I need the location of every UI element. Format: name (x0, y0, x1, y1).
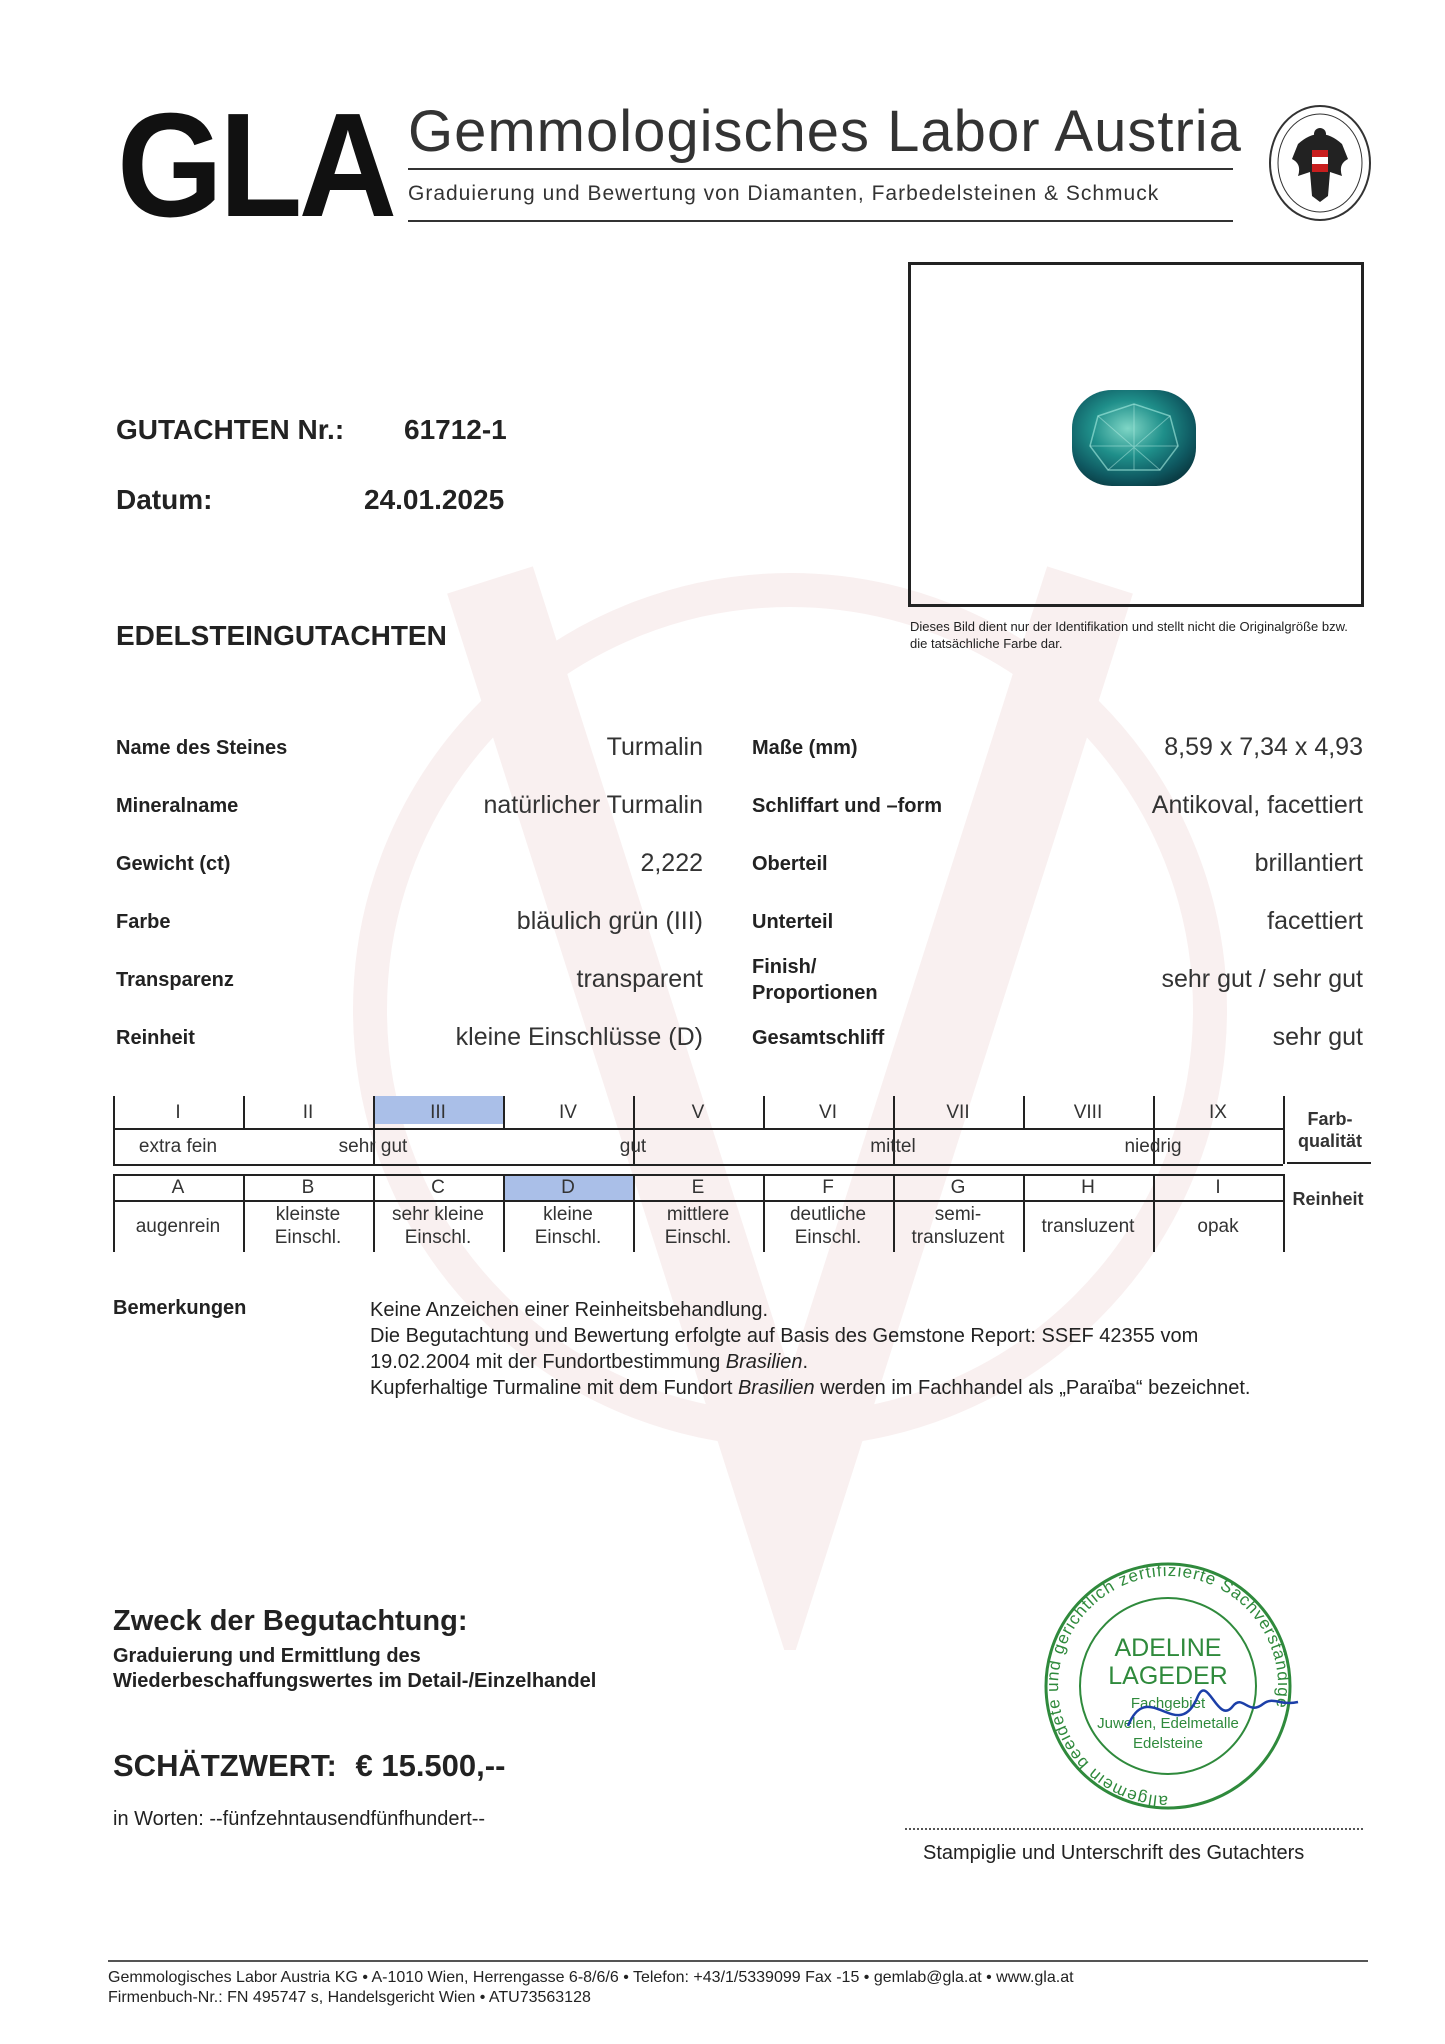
clarity-description: Einschl. (794, 1227, 862, 1248)
property-label: Schliffart und –form (752, 795, 943, 817)
remarks-line: Kupferhaltige Turmaline mit dem Fundort Brasilien werden im Fachhandel als „Paraïba“ bezeichnet. (370, 1377, 1251, 1399)
lab-subtitle: Graduierung und Bewertung von Diamanten, Farbedelsteinen & Schmuck (408, 182, 1160, 205)
clarity-grade: G (950, 1177, 966, 1198)
clarity-description: Einschl. (274, 1227, 342, 1248)
valuation (113, 1748, 505, 1784)
footer-registration: Firmenbuch-Nr.: FN 495747 s, Handelsgericht Wien • ATU73563128 (108, 1989, 591, 2006)
color-grade: II (302, 1102, 314, 1123)
clarity-grade: E (691, 1177, 705, 1198)
color-group: gut (619, 1136, 647, 1157)
valuation-label: SCHÄTZWERT: (113, 1748, 337, 1783)
color-grade: V (691, 1102, 705, 1123)
clarity-grade: B (301, 1177, 315, 1198)
clarity-description: transluzent (911, 1227, 1005, 1248)
signature-caption: Stampiglie und Unterschrift des Gutachters (923, 1842, 1305, 1864)
color-scale-title: Farb- (1307, 1109, 1353, 1129)
property-label: Oberteil (752, 853, 828, 875)
footer-contact: Gemmologisches Labor Austria KG • A-1010 Wien, Herrengasse 6-8/6/6 • Telefon: +43/1/5339099 Fax -15 • gemlab@gla.at • www.gla.at (108, 1969, 1074, 1986)
remarks-text (370, 1297, 1350, 1401)
tourmaline-stone-image (1068, 386, 1200, 490)
state-award-seal-icon (1268, 104, 1372, 222)
clarity-description: sehr kleine (392, 1204, 484, 1225)
color-grade: VII (946, 1102, 970, 1123)
report-date-value: 24.01.2025 (364, 484, 505, 515)
clarity-description: kleinste (275, 1204, 341, 1225)
property-value: sehr gut (1272, 1023, 1363, 1051)
remarks-line: Die Begutachtung und Bewertung erfolgte auf Basis des Gemstone Report: SSEF 42355 vom (370, 1325, 1199, 1347)
property-label: Proportionen (752, 982, 878, 1004)
report-number-value: 61712-1 (404, 414, 507, 445)
remarks-line: 19.02.2004 mit der Fundortbestimmung Brasilien. (370, 1351, 809, 1373)
clarity-grade: A (171, 1177, 185, 1198)
clarity-description: Einschl. (404, 1227, 472, 1248)
stamp-ring-text: allgemein beeidete und gerichtlich zertifizierte Sachverständige (1043, 1560, 1294, 1812)
stamp-line: Fachgebiet (1130, 1695, 1206, 1712)
color-grade: I (175, 1102, 181, 1123)
stamp-line: Edelsteine (1132, 1735, 1204, 1752)
clarity-description: kleine (543, 1204, 593, 1225)
clarity-scale-title: Reinheit (1292, 1189, 1364, 1209)
property-value: Turmalin (606, 733, 703, 761)
property-label: Gewicht (ct) (116, 853, 231, 875)
property-label: Mineralname (116, 795, 239, 817)
valuation-words: in Worten: --fünfzehntausendfünfhundert-- (113, 1808, 486, 1830)
property-value: kleine Einschlüsse (D) (455, 1023, 703, 1051)
property-value: 8,59 x 7,34 x 4,93 (1164, 733, 1363, 761)
color-grade: IX (1209, 1102, 1227, 1123)
clarity-description: semi- (934, 1204, 982, 1225)
property-label: Maße (mm) (752, 737, 858, 759)
remarks-label: Bemerkungen (113, 1297, 247, 1319)
clarity-description: Einschl. (664, 1227, 732, 1248)
property-value: bläulich grün (III) (516, 907, 703, 935)
color-group: extra fein (138, 1136, 218, 1157)
stamp-name: LAGEDER (1108, 1662, 1228, 1690)
valuation-amount: € 15.500,-- (355, 1748, 506, 1783)
color-grade: III (430, 1102, 446, 1123)
color-group: niedrig (1124, 1136, 1182, 1157)
clarity-description: mittlere (666, 1204, 730, 1225)
clarity-grade: F (822, 1177, 834, 1198)
clarity-grade: I (1215, 1177, 1221, 1198)
clarity-description: Einschl. (534, 1227, 602, 1248)
color-grade: VIII (1073, 1102, 1103, 1123)
report-number-label: GUTACHTEN Nr.: (116, 414, 345, 445)
photo-disclaimer: Dieses Bild dient nur der Identifikation und stellt nicht die Originalgröße bzw. die tatsächliche Farbe dar. (910, 619, 1348, 651)
property-value: sehr gut / sehr gut (1161, 965, 1363, 993)
report-date-label: Datum: (116, 484, 213, 515)
property-value: Antikoval, facettiert (1151, 791, 1363, 819)
property-label: Farbe (116, 911, 171, 933)
clarity-grade: D (561, 1177, 575, 1198)
color-grade: IV (559, 1102, 577, 1123)
color-grade: VI (819, 1102, 837, 1123)
property-label: Transparenz (116, 969, 234, 991)
header-rule-bottom (408, 220, 1233, 222)
footer-rule (108, 1960, 1368, 1962)
clarity-description: transluzent (1041, 1216, 1135, 1237)
lab-name: Gemmologisches Labor Austria (408, 99, 1242, 164)
property-value: transparent (576, 965, 703, 993)
report-type-title: EDELSTEINGUTACHTEN (116, 620, 447, 651)
color-group: mittel (870, 1136, 916, 1157)
header-rule-top (408, 168, 1233, 170)
color-scale-title: qualität (1297, 1131, 1362, 1151)
clarity-description: deutliche (789, 1204, 867, 1225)
gla-logo: GLA (117, 83, 394, 248)
property-value: facettiert (1267, 907, 1363, 935)
property-value: brillantiert (1254, 849, 1363, 877)
stamp-name: ADELINE (1114, 1634, 1222, 1662)
property-label: Unterteil (752, 911, 834, 933)
grading-scales (113, 1096, 1368, 1256)
property-label: Gesamtschliff (752, 1027, 885, 1049)
clarity-description: opak (1197, 1216, 1239, 1237)
color-group: sehr gut (338, 1136, 408, 1157)
property-value: natürlicher Turmalin (483, 791, 703, 819)
signature-line (905, 1828, 1363, 1830)
purpose-text: Graduierung und Ermittlung des Wiederbeschaffungswertes im Detail-/Einzelhandel (113, 1645, 597, 1692)
clarity-grade: C (431, 1177, 445, 1198)
property-label: Name des Steines (116, 737, 288, 759)
remarks-line: Keine Anzeichen einer Reinheitsbehandlung. (370, 1299, 769, 1321)
property-label: Finish/ (752, 956, 817, 978)
stamp-line: Juwelen, Edelmetalle (1097, 1715, 1239, 1732)
purpose-title: Zweck der Begutachtung: (113, 1605, 468, 1637)
property-label: Reinheit (116, 1027, 195, 1049)
expert-stamp (1018, 1556, 1318, 1826)
clarity-description: augenrein (135, 1216, 221, 1237)
property-value: 2,222 (640, 849, 703, 877)
clarity-grade: H (1081, 1177, 1095, 1198)
